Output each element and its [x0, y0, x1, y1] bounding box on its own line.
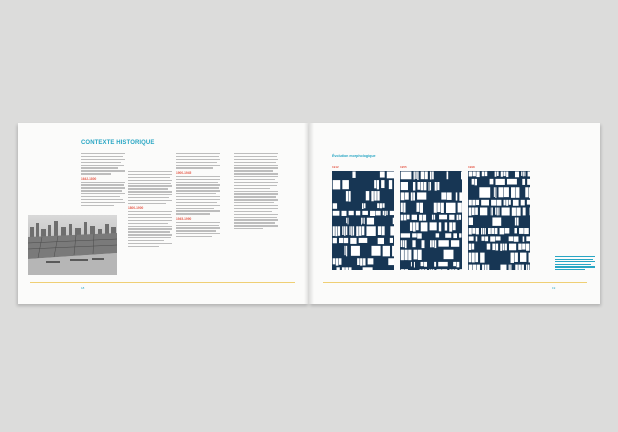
text-column-4 [234, 153, 278, 231]
bottom-rule-left [30, 282, 295, 283]
map-label-1: 1912 [332, 165, 339, 169]
year-label-4: 1945-1990 [176, 216, 192, 221]
map-label-2: 1955 [400, 165, 407, 169]
historical-aerial-photo [28, 215, 117, 275]
bottom-rule-right [323, 282, 587, 283]
text-column-3 [176, 153, 220, 239]
map-label-3: 1998 [468, 165, 475, 169]
urban-morphology-map-1 [332, 171, 394, 270]
brochure-spread [18, 123, 600, 304]
urban-morphology-map-2 [400, 171, 462, 270]
left-page [18, 123, 309, 304]
map-caption [555, 256, 595, 271]
right-page-title: Évolution morphologique [332, 154, 376, 158]
book-gutter [304, 123, 314, 304]
urban-morphology-map-3 [468, 171, 530, 270]
left-page-title: CONTEXTE HISTORIQUE [81, 140, 155, 146]
page-number-right: 19 [552, 286, 556, 290]
right-page [309, 123, 600, 304]
year-label-1: 1642-1800 [81, 176, 97, 181]
year-label-2: 1800-1900 [128, 206, 144, 211]
text-column-1 [81, 153, 125, 208]
page-number-left: 18 [81, 286, 85, 290]
year-label-3: 1900-1945 [176, 170, 192, 175]
text-column-2 [128, 171, 172, 249]
